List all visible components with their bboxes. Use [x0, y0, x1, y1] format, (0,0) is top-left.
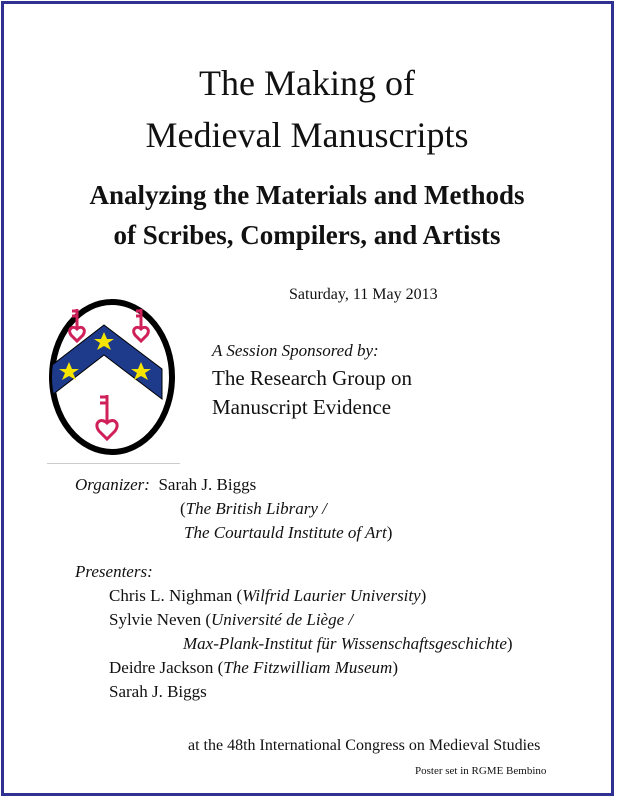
congress-line: at the 48th International Congress on Medieval Studies: [188, 737, 541, 754]
title-line-2: Medieval Manuscripts: [145, 115, 469, 155]
organizer-line: [75, 475, 256, 495]
presenters-label: [75, 562, 153, 582]
title-line-1: The Making of: [199, 63, 415, 103]
presenter-item: Sylvie Neven (Université de Liège /: [109, 610, 354, 629]
sponsor-label: A Session Sponsored by:: [212, 341, 379, 360]
sponsor-name-line-2: Manuscript Evidence: [212, 395, 392, 419]
affil-text: The British Library /: [185, 499, 327, 518]
presenters-label-text: Presenters:: [75, 562, 153, 581]
presenter-name: Sarah J. Biggs: [109, 682, 207, 701]
presenter-affiliation: Wilfrid Laurier University: [242, 586, 421, 605]
organizer-affiliation-1: (The British Library /: [180, 499, 327, 518]
divider: [47, 463, 180, 464]
affil-text: The Courtauld Institute of Art: [184, 523, 387, 542]
presenter-name: Sylvie Neven: [109, 610, 202, 629]
organizer-label: Organizer:: [75, 475, 150, 494]
presenter-name: Chris L. Nighman: [109, 586, 233, 605]
sponsor-name-line-1: The Research Group on: [212, 366, 413, 390]
presenter-affiliation-cont: Max-Plank-Institut für Wissenschaftsgeschichte): [183, 634, 513, 653]
typeface-note: Poster set in RGME Bembino: [415, 765, 547, 777]
event-date: Saturday, 11 May 2013: [289, 286, 438, 303]
subtitle-line-1: Analyzing the Materials and Methods: [89, 180, 525, 210]
presenter-name: Deidre Jackson: [109, 658, 214, 677]
presenter-item: [109, 682, 207, 702]
presenter-item: Chris L. Nighman (Wilfrid Laurier University): [109, 586, 427, 605]
presenter-item: Deidre Jackson (The Fitzwilliam Museum): [109, 658, 398, 677]
organizer-name: Sarah J. Biggs: [158, 475, 257, 494]
presenter-affiliation: The Fitzwilliam Museum: [223, 658, 393, 677]
organizer-affiliation-2: The Courtauld Institute of Art): [184, 523, 393, 542]
presenter-affiliation: Université de Liège /: [211, 610, 354, 629]
presenter-affiliation: Max-Plank-Institut für Wissenschaftsgeschichte: [183, 634, 507, 653]
subtitle-line-2: of Scribes, Compilers, and Artists: [113, 220, 501, 250]
crest-logo: [47, 297, 177, 457]
